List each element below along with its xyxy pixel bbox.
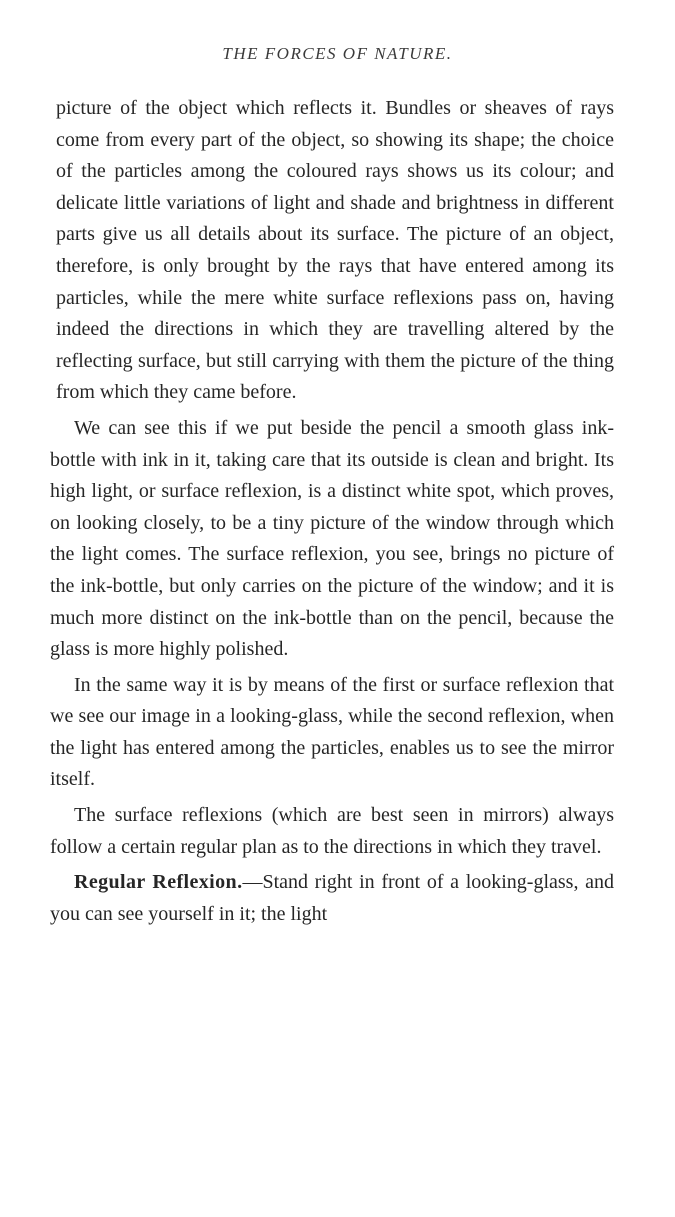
paragraph-surface-reflexions: The surface reflexions (which are best seen in mirrors) always follow a certain regular plan as to the directions in which they travel.	[50, 804, 614, 858]
paragraph-ink-bottle: We can see this if we put beside the pencil a smooth glass ink-bottle with ink in it, taking care that its outside is clean and bright. Its high light, or surface reflexion, is a distinct white spot, which proves, on looking closely, to be a tiny picture of the window through which the light comes. The surface reflexion, you see, brings no picture of the ink-bottle, but only carries on the picture of the window; and it is much more distinct on the ink-bottle than on the pencil, because the glass is more highly polished.	[50, 416, 614, 661]
paragraph-regular-reflexion	[50, 867, 614, 930]
section-heading: Regular Reflexion.	[74, 871, 243, 894]
section-text: —Stand right in front of a looking-glass, and you can see yourself in it; the light	[50, 871, 614, 925]
paragraph-continuation: picture of the object which reflects it. Bundles or sheaves of rays come from every part of the object, so showing its shape; the choice of the particles among the coloured rays shows us its colour; and delicate little variations of light and shade and brightness in different parts give us all details about its surface. The picture of an object, therefore, is only brought by the rays that have entered among its particles, while the mere white surface reflexions pass on, having indeed the directions in which they are travelling altered by the reflecting surface, but still carrying with them the picture of the thing from which they came before.	[56, 97, 614, 404]
paragraph-looking-glass: In the same way it is by means of the first or surface reflexion that we see our image in a looking-glass, while the second reflexion, when the light has entered among the particles, enables us to see the mirror itself.	[50, 673, 614, 791]
body-text	[50, 93, 614, 934]
running-head: THE FORCES OF NATURE.	[222, 44, 453, 63]
